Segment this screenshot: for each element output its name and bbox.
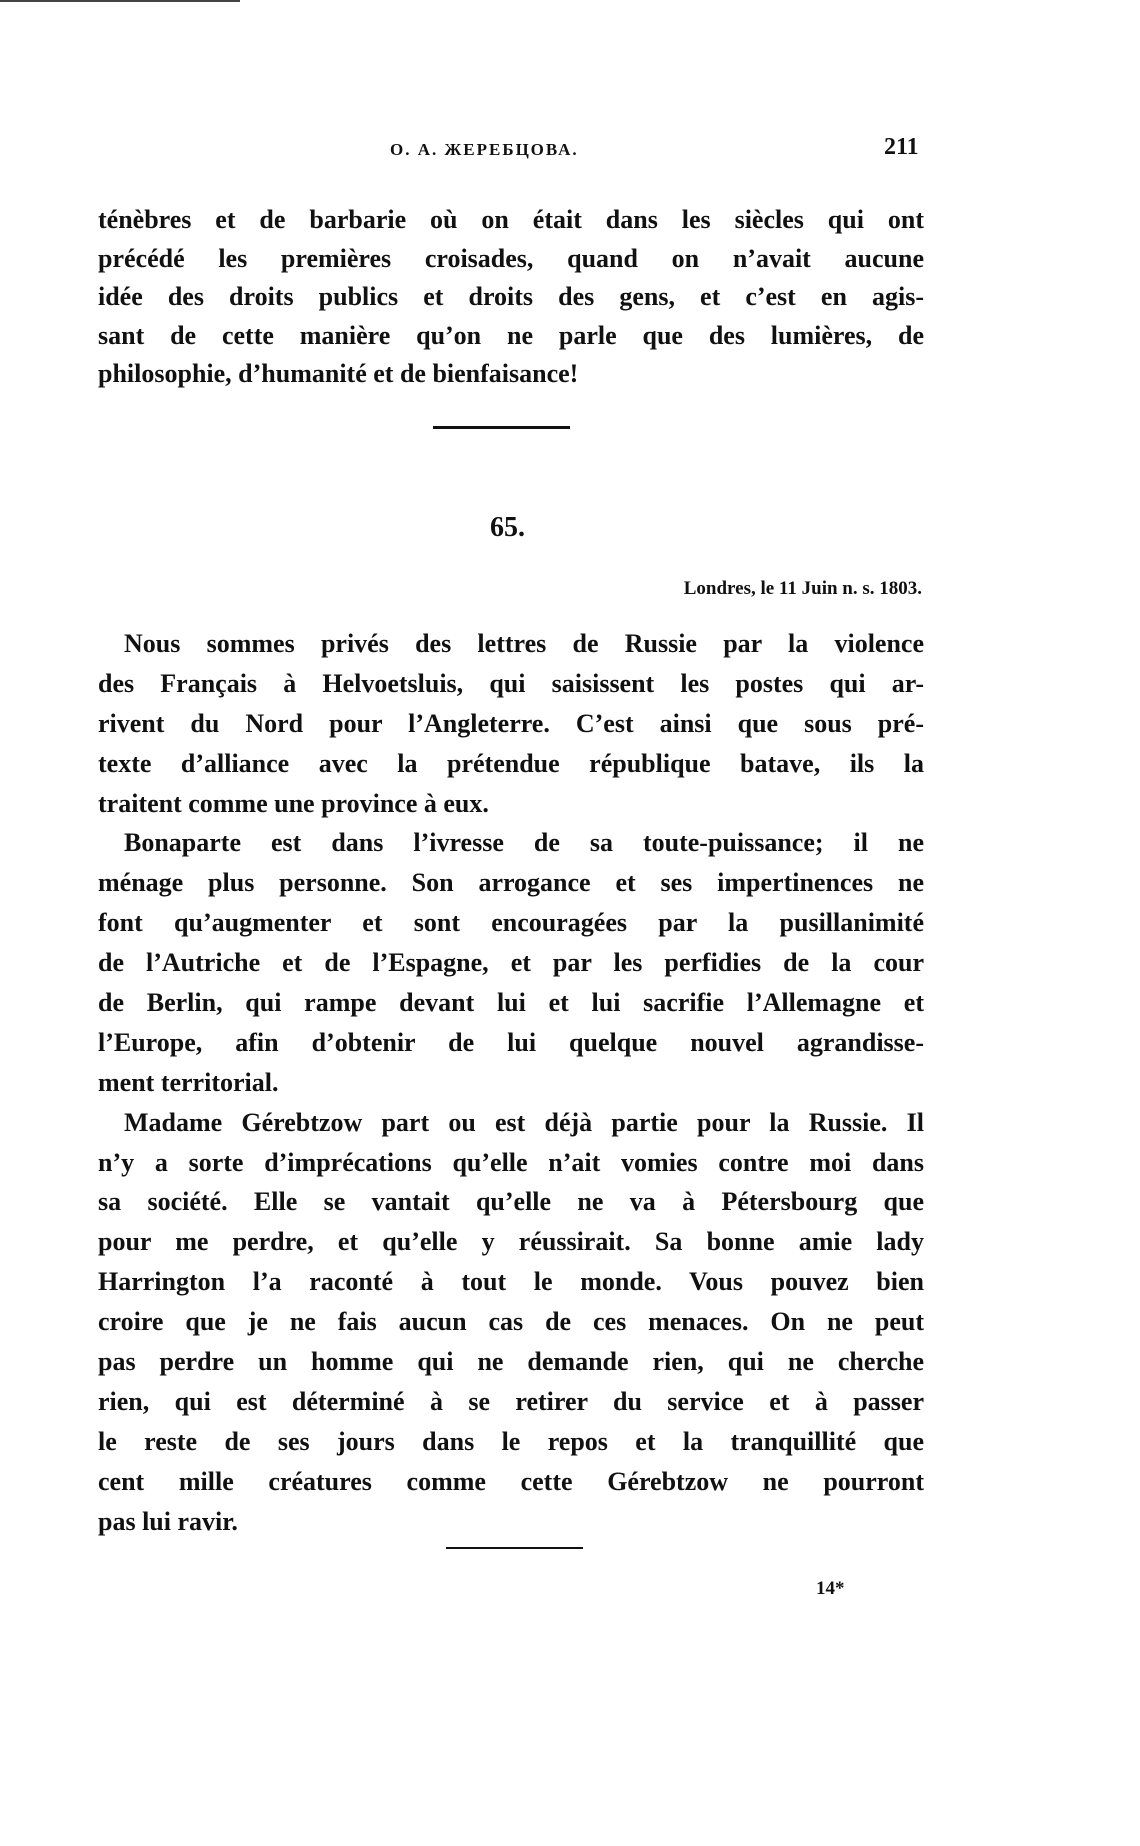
text-line: des Français à Helvoetsluis, qui saisissent les postes qui ar- (98, 668, 924, 698)
letter-number: 65. (490, 512, 525, 543)
text-line: pas lui ravir. (98, 1506, 238, 1536)
letter-body (98, 624, 924, 1541)
text-line: texte d’alliance avec la prétendue république batave, ils la (98, 748, 924, 778)
text-line: font qu’augmenter et sont encouragées par la pusillanimité (98, 908, 924, 938)
text-line: précédé les premières croisades, quand on n’avait aucune (98, 243, 924, 273)
text-line: ténèbres et de barbarie où on était dans les siècles qui ont (98, 205, 924, 234)
continuation-paragraph (98, 201, 924, 394)
end-divider (446, 1547, 583, 1549)
text-line: pour me perdre, et qu’elle y réussirait. Sa bonne amie lady (98, 1227, 924, 1257)
scan-edge-line (0, 0, 240, 2)
text-line: sant de cette manière qu’on ne parle que des lumières, de (98, 320, 924, 350)
text-line: traitent comme une province à eux. (98, 788, 489, 818)
text-line: Bonaparte est dans l’ivresse de sa toute-puissance; il ne (124, 828, 924, 858)
text-line: le reste de ses jours dans le repos et la tranquillité que (98, 1426, 924, 1456)
signature-mark: 14* (816, 1578, 845, 1599)
text-line: cent mille créatures comme cette Gérebtzow ne pourront (98, 1466, 924, 1496)
text-line: ment territorial. (98, 1067, 279, 1097)
text-line: Harrington l’a raconté à tout le monde. Vous pouvez bien (98, 1267, 924, 1297)
text-line: Madame Gérebtzow part ou est déjà partie pour la Russie. Il (124, 1107, 924, 1137)
text-line: idée des droits publics et droits des gens, et c’est en agis- (98, 282, 924, 311)
text-line: croire que je ne fais aucun cas de ces menaces. On ne peut (98, 1307, 924, 1337)
text-line: l’Europe, afin d’obtenir de lui quelque nouvel agrandisse- (98, 1027, 924, 1057)
text-line: ménage plus personne. Son arrogance et ses impertinences ne (98, 868, 924, 898)
text-line: pas perdre un homme qui ne demande rien, qui ne cherche (98, 1347, 924, 1377)
text-line: de l’Autriche et de l’Espagne, et par les perfidies de la cour (98, 948, 924, 978)
text-line: de Berlin, qui rampe devant lui et lui sacrifie l’Allemagne et (98, 988, 924, 1018)
running-head: О. А. ЖЕРЕБЦОВА. (390, 140, 579, 159)
page-number: 211 (884, 134, 919, 160)
text-line: philosophie, d’humanité et de bienfaisance! (98, 359, 579, 388)
text-line: Nous sommes privés des lettres de Russie par la violence (124, 629, 924, 658)
text-line: n’y a sorte d’imprécations qu’elle n’ait vomies contre moi dans (98, 1147, 924, 1177)
text-line: rien, qui est déterminé à se retirer du service et à passer (98, 1386, 924, 1416)
text-line: sa société. Elle se vantait qu’elle ne va à Pétersbourg que (98, 1187, 924, 1217)
text-line: rivent du Nord pour l’Angleterre. C’est ainsi que sous pré- (98, 708, 924, 738)
section-divider (433, 426, 570, 429)
dateline: Londres, le 11 Juin n. s. 1803. (683, 578, 922, 599)
